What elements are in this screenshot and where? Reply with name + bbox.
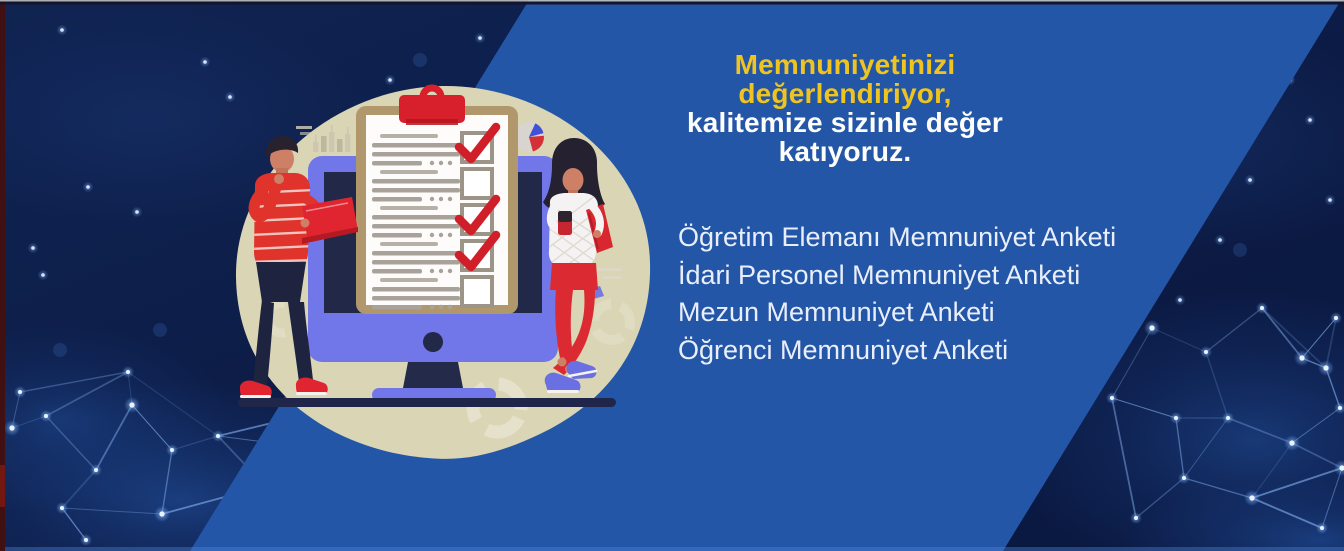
monitor-button bbox=[423, 332, 443, 352]
top-edge-line bbox=[0, 0, 1344, 2]
ground-line bbox=[238, 398, 616, 407]
headline-line-3: kalitemize sizinle değer bbox=[686, 107, 1004, 138]
headline-line-4: katıyoruz. bbox=[778, 136, 912, 167]
bottom-glow-line bbox=[0, 547, 1344, 551]
survey-item-mezun: Mezun Memnuniyet Anketi bbox=[678, 297, 995, 328]
headline-line-2: değerlendiriyor, bbox=[738, 78, 952, 109]
dash-decoration bbox=[602, 276, 622, 279]
checkbox bbox=[462, 169, 492, 198]
headline-line-1: Memnuniyetinizi bbox=[734, 49, 956, 80]
clip bbox=[399, 95, 465, 123]
pie-chart-icon bbox=[514, 122, 544, 152]
smartphone-icon bbox=[558, 211, 572, 235]
survey-list bbox=[678, 219, 1198, 369]
top-edge-line bbox=[0, 2, 1344, 5]
dash-decoration bbox=[596, 268, 622, 271]
survey-item-idari-personel: İdari Personel Memnuniyet Anketi bbox=[678, 259, 1081, 290]
left-edge-strip bbox=[0, 465, 5, 507]
checkbox bbox=[462, 277, 492, 306]
clipboard-checklist-icon bbox=[356, 88, 518, 314]
headline bbox=[633, 50, 1057, 166]
survey-item-ogretim-elemani: Öğretim Elemanı Memnuniyet Anketi bbox=[678, 222, 1117, 252]
monitor-stand bbox=[403, 362, 463, 388]
survey-item-ogrenci: Öğrenci Memnuniyet Anketi bbox=[678, 334, 1009, 365]
